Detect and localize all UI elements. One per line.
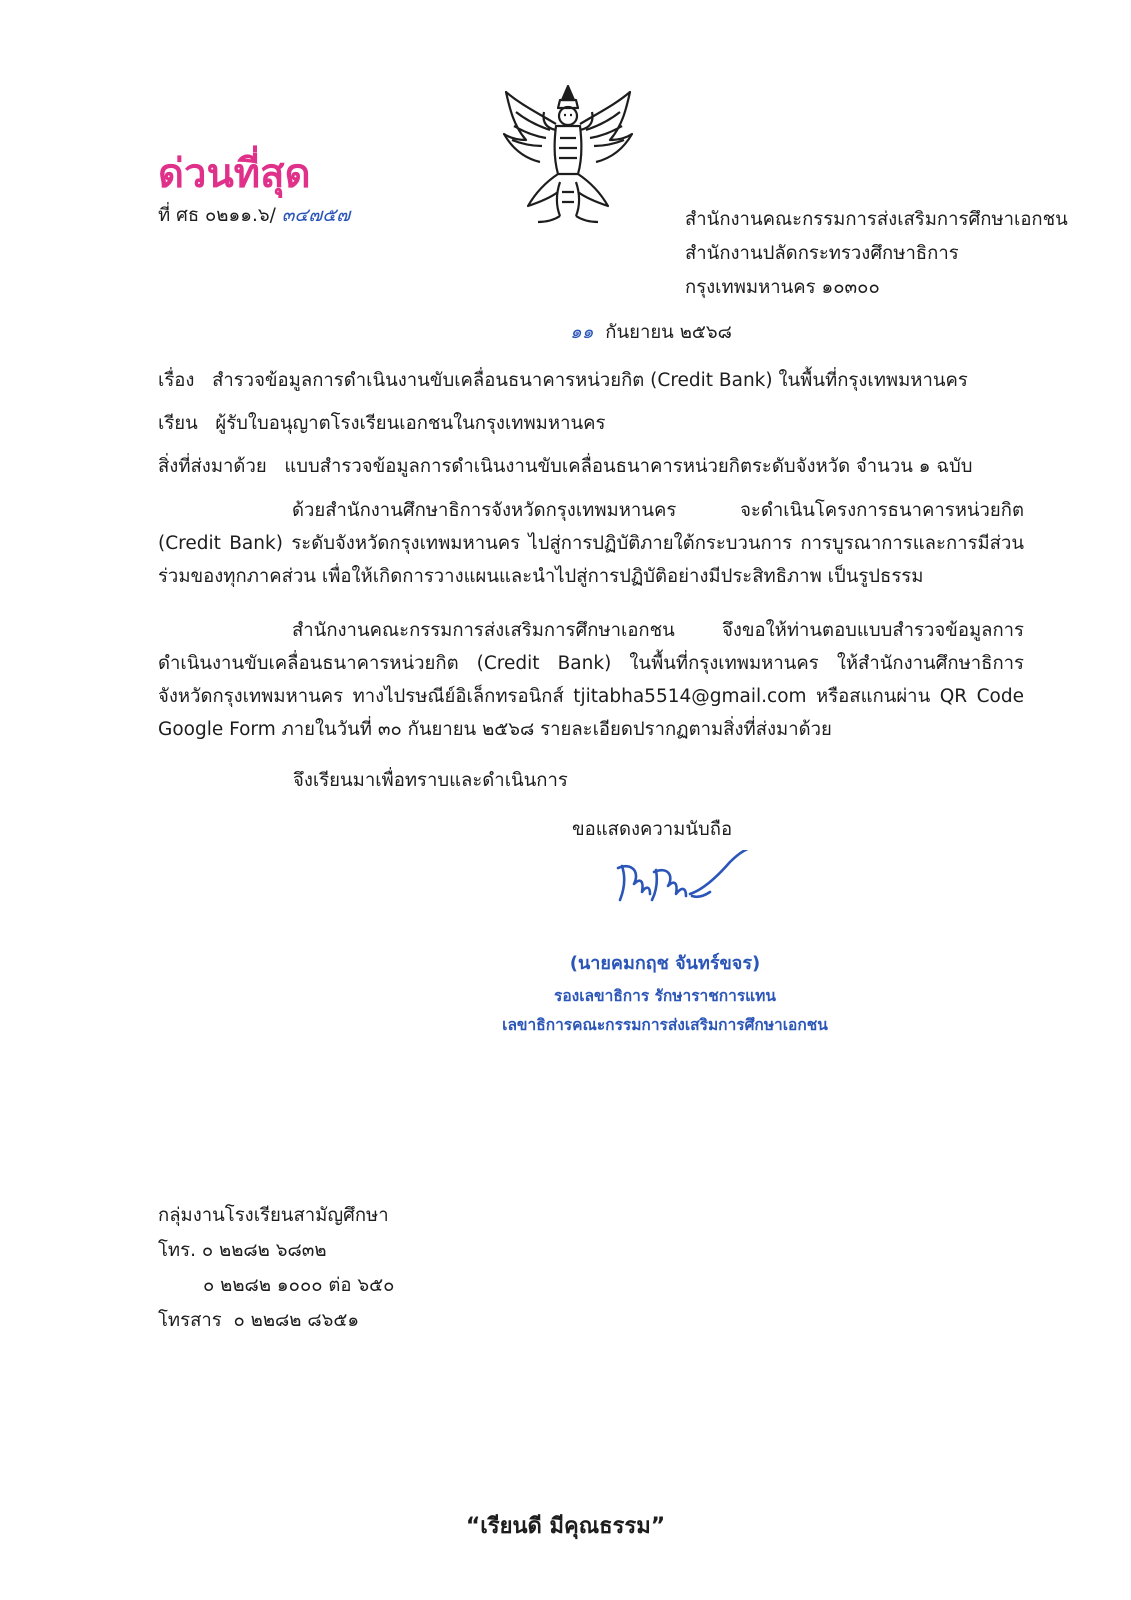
reference-number [158,203,350,229]
office-line-1: สำนักงานคณะกรรมการส่งเสริมการศึกษาเอกชน [685,209,1068,230]
paragraph-1-text: ด้วยสำนักงานศึกษาธิการจังหวัดกรุงเทพมหานคร จะดำเนินโครงการธนาคารหน่วยกิต (Credit Bank) ระดับจังหวัดกรุงเทพมหานคร ไปสู่การปฏิบัติภายใต้กระบวนการ การบูรณาการและการมีส่วนร่วมของทุกภาคส่วน เพื่อให้เกิดการวางแผนและนำไปสู่การปฏิบัติอย่างมีประสิทธิภาพ เป็นรูปธรรม [158,500,1024,587]
fax-label: โทรสาร [158,1310,222,1331]
handwritten-signature [612,850,768,910]
garuda-emblem [500,82,636,228]
footer-fax-line [158,1308,359,1334]
letter-date [570,320,732,346]
office-line-2: สำนักงานปลัดกระทรวงศึกษาธิการ [685,243,959,264]
closing-line: จึงเรียนมาเพื่อทราบและดำเนินการ [293,770,568,791]
issuing-office [685,203,1068,305]
enclosure-label: สิ่งที่ส่งมาด้วย [158,456,267,477]
office-line-3: กรุงเทพมหานคร ๑๐๓๐๐ [685,277,880,298]
regards-line: ขอแสดงความนับถือ [572,819,733,840]
motto: “เรียนดี มีคุณธรรม” [465,1514,666,1539]
fax-number: ๐ ๒๒๘๒ ๘๖๕๑ [233,1310,360,1331]
date-month-year: กันยายน ๒๕๖๘ [605,322,732,343]
subject-label: เรื่อง [158,370,195,391]
subject-text: สำรวจข้อมูลการดำเนินงานขับเคลื่อนธนาคารหน่วยกิต (Credit Bank) ในพื้นที่กรุงเทพมหานคร [212,370,968,391]
phone-label: โทร. [158,1240,196,1261]
phone-number-2: ๐ ๒๒๘๒ ๑๐๐๐ ต่อ ๖๕๐ [203,1275,395,1296]
enclosure-line [158,454,972,480]
signatory-position-1: รองเลขาธิการ รักษาราชการแทน [554,987,776,1005]
enclosure-text: แบบสำรวจข้อมูลการดำเนินงานขับเคลื่อนธนาคารหน่วยกิตระดับจังหวัด จำนวน ๑ ฉบับ [284,456,973,477]
addressee-label: เรียน [158,413,198,434]
addressee-line [158,411,605,437]
reference-prefix: ที่ ศธ ๐๒๑๑.๖/ [158,205,276,226]
signatory-position-2: เลขาธิการคณะกรรมการส่งเสริมการศึกษาเอกชน [502,1016,828,1034]
phone-number-1: ๐ ๒๒๘๒ ๖๘๓๒ [201,1240,327,1261]
subject-line [158,368,968,394]
footer-department: กลุ่มงานโรงเรียนสามัญศึกษา [158,1205,389,1226]
body-paragraph-2 [158,614,1024,746]
footer-phone-line [158,1238,327,1264]
signatory-name: (นายคมกฤช จันทร์ขจร) [569,953,761,974]
body-paragraph-1 [158,494,1024,593]
reference-handwritten-number: ๓๔๗๕๗ [281,205,351,226]
date-day-handwritten: ๑๑ [570,322,594,343]
addressee-text: ผู้รับใบอนุญาตโรงเรียนเอกชนในกรุงเทพมหานคร [215,413,606,434]
paragraph-2-text: สำนักงานคณะกรรมการส่งเสริมการศึกษาเอกชน จึงขอให้ท่านตอบแบบสำรวจข้อมูลการดำเนินงานขับเคลื่อนธนาคารหน่วยกิต (Credit Bank) ในพื้นที่กรุงเทพมหานคร ให้สำนักงานศึกษาธิการจังหวัดกรุงเทพมหานคร ทางไปรษณีย์อิเล็กทรอนิกส์ tjitabha5514@gmail.com หรือสแกนผ่าน QR Code Google Form ภายในวันที่ ๓๐ กันยายน ๒๕๖๘ รายละเอียดปรากฏตามสิ่งที่ส่งมาด้วย [158,620,1024,740]
urgency-stamp: ด่วนที่สุด [158,151,311,197]
